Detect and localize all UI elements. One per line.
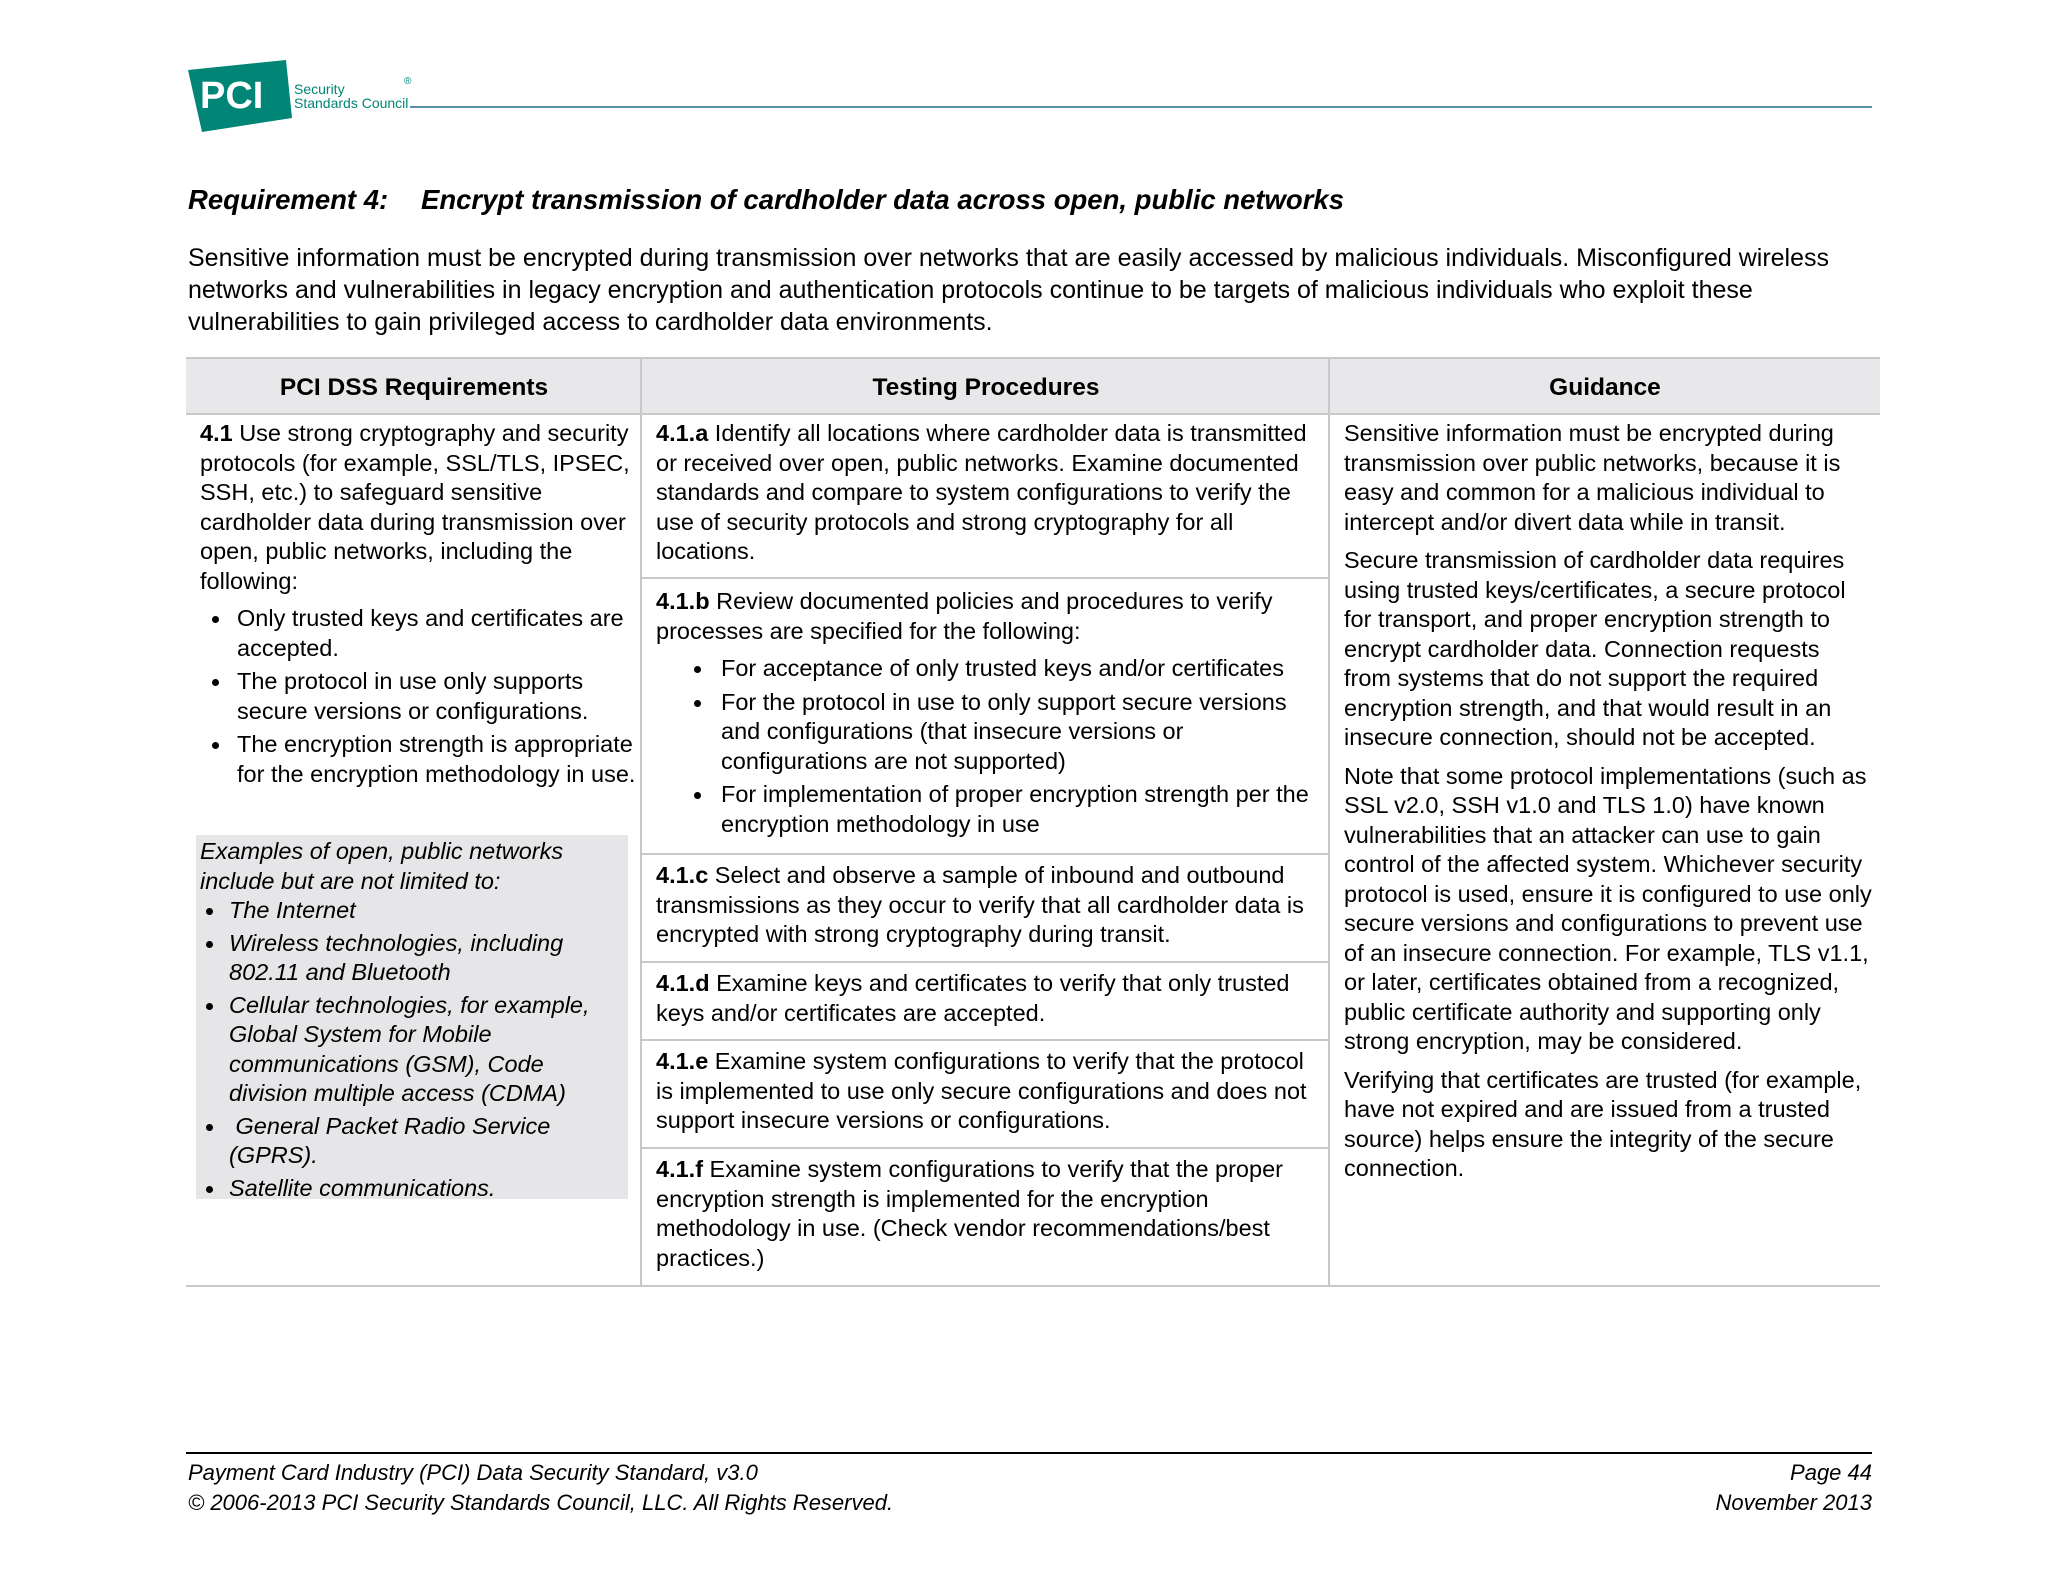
requirement-title bbox=[188, 184, 1888, 216]
col-header-requirements: PCI DSS Requirements bbox=[279, 374, 549, 401]
testing-procedure-4-1-b bbox=[656, 587, 1321, 843]
procedure-text: Select and observe a sample of inbound and outbound transmissions as they occur to verify that all cardholder data is encrypted with strong cryptography during transit. bbox=[656, 862, 1304, 947]
logo-mark-text: PCI bbox=[200, 75, 264, 117]
requirement-id: 4.1 bbox=[200, 420, 233, 446]
procedure-id: 4.1.a bbox=[656, 420, 709, 446]
examples-box bbox=[196, 835, 628, 1199]
logo-line-1: Security bbox=[294, 81, 345, 97]
row-divider bbox=[642, 577, 1330, 579]
footer-rule bbox=[186, 1452, 1872, 1454]
list-item: The protocol in use only supports secure versions or configurations. bbox=[200, 667, 640, 726]
guidance-paragraph: Secure transmission of cardholder data requires using trusted keys/certificates, a secure protocol for transport, and proper encryption strength to encrypt cardholder data. Connection requests from systems that do not support the required encryption strength, and that would result in an insecure connection, should not be accepted. bbox=[1344, 547, 1846, 750]
row-divider bbox=[642, 1039, 1330, 1041]
procedure-text: Examine system configurations to verify that the protocol is implemented to use only secure configurations and does not support insecure versions or configurations. bbox=[656, 1048, 1307, 1133]
footer-page-number: Page 44 bbox=[1790, 1460, 1872, 1485]
footer-copyright: © 2006-2013 PCI Security Standards Council, LLC. All Rights Reserved. bbox=[188, 1490, 894, 1515]
procedure-id: 4.1.e bbox=[656, 1048, 709, 1074]
requirement-body: Use strong cryptography and security protocols (for example, SSL/TLS, IPSEC, SSH, etc.) to safeguard sensitive cardholder data during transmission over open, public networks, including the following: bbox=[200, 420, 630, 594]
guidance-cell bbox=[1344, 419, 1872, 1193]
procedure-text: Examine system configurations to verify that the proper encryption strength is implemented for the encryption methodology in use. (Check vendor recommendations/best practices.) bbox=[656, 1156, 1283, 1271]
logo-registered-mark: ® bbox=[404, 76, 412, 87]
requirement-cell bbox=[200, 419, 640, 793]
testing-procedure-4-1-a bbox=[656, 419, 1321, 567]
row-divider bbox=[642, 961, 1330, 963]
guidance-paragraph: Note that some protocol implementations (such as SSL v2.0, SSH v1.0 and TLS 1.0) have known vulnerabilities that an attacker can use to gain control of the affected system. Whichever security protocol is used, ensure it is configured to use only secure versions and configurations to prevent use of an insecure connection. For example, TLS v1.1, or later, certificates obtained from a recognized, public certificate authority and supporting only strong encryption, may be considered. bbox=[1344, 762, 1872, 1054]
pci-logo bbox=[186, 60, 426, 132]
requirements-table bbox=[186, 357, 1880, 1287]
col-header-guidance: Guidance bbox=[1549, 374, 1661, 401]
footer-doc-title: Payment Card Industry (PCI) Data Security Standard, v3.0 bbox=[188, 1460, 758, 1485]
testing-procedure-4-1-f bbox=[656, 1155, 1321, 1273]
footer-left bbox=[188, 1458, 893, 1518]
procedure-text: Review documented policies and procedures to verify processes are specified for the following: bbox=[656, 588, 1273, 644]
testing-procedure-4-1-e bbox=[656, 1047, 1321, 1136]
guidance-paragraph: Sensitive information must be encrypted during transmission over public networks, because it is easy and common for a malicious individual to intercept and/or divert data while in transit. bbox=[1344, 420, 1841, 535]
requirement-text bbox=[200, 419, 640, 596]
table-header-row bbox=[186, 357, 1880, 415]
list-item: For implementation of proper encryption strength per the encryption methodology in use bbox=[656, 780, 1321, 839]
list-item: For acceptance of only trusted keys and/or certificates bbox=[656, 654, 1321, 684]
row-divider bbox=[642, 853, 1330, 855]
col-header-testing: Testing Procedures bbox=[872, 374, 1100, 401]
testing-procedure-4-1-c bbox=[656, 861, 1321, 950]
procedure-text: Identify all locations where cardholder data is transmitted or received over open, public networks. Examine documented standards and compare to system configurations to verify the use of security protocols and strong cryptography for all locations. bbox=[656, 420, 1307, 564]
list-item: Satellite communications. bbox=[196, 1174, 628, 1204]
requirement-bullets bbox=[200, 604, 640, 789]
requirement-intro: Sensitive information must be encrypted during transmission over networks that are easily accessed by malicious individuals. Misconfigured wireless networks and vulnerabilities in legacy encryption and authentication protocols continue to be targets of malicious individuals who exploit these vulnerabilities to gain privileged access to cardholder data environments. bbox=[188, 244, 1830, 336]
list-item: Wireless technologies, including 802.11 and Bluetooth bbox=[196, 929, 628, 988]
procedure-id: 4.1.f bbox=[656, 1156, 704, 1182]
header-rule bbox=[410, 106, 1872, 108]
requirement-number: Requirement 4: bbox=[188, 184, 389, 215]
list-item: Cellular technologies, for example, Global System for Mobile communications (GSM), Code division multiple access (CDMA) bbox=[196, 991, 628, 1109]
procedure-text: Examine keys and certificates to verify that only trusted keys and/or certificates are accepted. bbox=[656, 970, 1290, 1026]
procedure-id: 4.1.b bbox=[656, 588, 710, 614]
procedure-id: 4.1.d bbox=[656, 970, 710, 996]
examples-intro: Examples of open, public networks include but are not limited to: bbox=[200, 838, 564, 894]
footer-date: November 2013 bbox=[1715, 1490, 1872, 1515]
list-item: Only trusted keys and certificates are accepted. bbox=[200, 604, 640, 663]
procedure-bullets bbox=[656, 654, 1321, 839]
logo-line-2: Standards Council bbox=[294, 95, 409, 111]
guidance-paragraph: Verifying that certificates are trusted (for example, have not expired and are issued from a trusted source) helps ensure the integrity of the secure connection. bbox=[1344, 1066, 1862, 1181]
list-item: The encryption strength is appropriate for the encryption methodology in use. bbox=[200, 730, 640, 789]
procedure-id: 4.1.c bbox=[656, 862, 709, 888]
footer-right bbox=[1715, 1458, 1872, 1518]
table-bottom-rule bbox=[186, 1285, 1880, 1287]
list-item: For the protocol in use to only support secure versions and configurations (that insecure versions or configurations are not supported) bbox=[656, 688, 1321, 777]
row-divider bbox=[642, 1147, 1330, 1149]
list-item: General Packet Radio Service (GPRS). bbox=[196, 1112, 628, 1171]
testing-procedure-4-1-d bbox=[656, 969, 1321, 1028]
requirement-heading: Encrypt transmission of cardholder data across open, public networks bbox=[421, 184, 1344, 215]
examples-list bbox=[196, 896, 628, 1203]
list-item: The Internet bbox=[196, 896, 628, 926]
